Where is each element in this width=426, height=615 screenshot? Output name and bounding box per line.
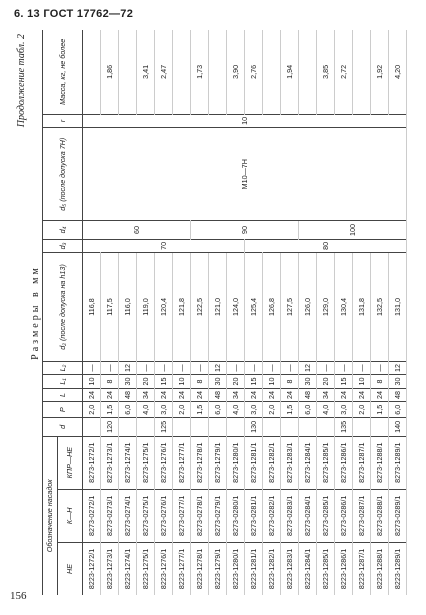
cell-kprne: 8273-1283/1 <box>281 436 299 489</box>
cell-l1: 10 <box>263 375 281 388</box>
cell-d2: 124,0 <box>227 253 245 362</box>
cell-l: 48 <box>119 388 137 401</box>
col-header-kprne: КПР—НЕ <box>58 436 83 489</box>
cell-kprne: 8273-1289/1 <box>389 436 407 489</box>
cell-p: 6,0 <box>389 402 407 418</box>
col-header-d2: d₂ (после допуска на h13) <box>43 253 83 362</box>
cell-l2: — <box>227 361 245 374</box>
cell-kprne: 8273-1274/1 <box>119 436 137 489</box>
cell-d2: 125,4 <box>245 253 263 362</box>
cell-kn: 8273-0274/1 <box>119 489 137 542</box>
cell-kn: 8273-0285/1 <box>317 489 335 542</box>
cell-p: 4,0 <box>137 402 155 418</box>
cell-l: 24 <box>191 388 209 401</box>
cell-l1: 8 <box>101 375 119 388</box>
cell-d: 135 <box>335 418 353 436</box>
cell-mass: 2,47 <box>155 30 173 114</box>
cell-l2: — <box>83 361 101 374</box>
cell-l: 34 <box>317 388 335 401</box>
cell-mass <box>83 30 101 114</box>
cell-l1: 20 <box>227 375 245 388</box>
col-header-r: r <box>43 114 83 127</box>
cell-d <box>191 418 209 436</box>
cell-mass: 3,90 <box>227 30 245 114</box>
cell-kn: 8273-0283/1 <box>281 489 299 542</box>
cell-ne: 8223-1278/1 <box>191 542 209 595</box>
cell-l1: 15 <box>335 375 353 388</box>
cell-l1: 15 <box>245 375 263 388</box>
cell-l: 24 <box>245 388 263 401</box>
cell-l: 48 <box>389 388 407 401</box>
cell-d2: 121,0 <box>209 253 227 362</box>
cell-ne: 8223-1288/1 <box>371 542 389 595</box>
cell-l: 24 <box>101 388 119 401</box>
cell-l2: — <box>137 361 155 374</box>
col-header-d4: d₄ <box>43 221 83 239</box>
column-group-designation: Обозначение насадок <box>43 436 58 595</box>
cell-ne: 8223-1275/1 <box>137 542 155 595</box>
cell-l1: 8 <box>281 375 299 388</box>
cell-d2: 126,0 <box>299 253 317 362</box>
cell-d2: 121,8 <box>173 253 191 362</box>
cell-l2: — <box>101 361 119 374</box>
cell-d <box>227 418 245 436</box>
page-number: 156 <box>10 590 27 602</box>
cell-l: 24 <box>335 388 353 401</box>
cell-l: 34 <box>227 388 245 401</box>
cell-l: 24 <box>155 388 173 401</box>
cell-l1: 15 <box>155 375 173 388</box>
cell-kprne: 8273-1282/1 <box>263 436 281 489</box>
cell-r: 10 <box>83 114 407 127</box>
cell-d: 120 <box>101 418 119 436</box>
cell-d: 125 <box>155 418 173 436</box>
cell-kn: 8273-0279/1 <box>209 489 227 542</box>
cell-p: 2,0 <box>83 402 101 418</box>
cell-d <box>317 418 335 436</box>
cell-d <box>119 418 137 436</box>
cell-d2: 122,5 <box>191 253 209 362</box>
cell-ne: 8223-1289/1 <box>389 542 407 595</box>
cell-d <box>137 418 155 436</box>
cell-kn: 8273-0282/1 <box>263 489 281 542</box>
cell-kn: 8273-0289/1 <box>389 489 407 542</box>
cell-kprne: 8273-1288/1 <box>371 436 389 489</box>
cell-kprne: 8273-1273/1 <box>101 436 119 489</box>
cell-kprne: 8273-1285/1 <box>317 436 335 489</box>
cell-ne: 8223-1283/1 <box>281 542 299 595</box>
rotated-table-block <box>16 30 416 595</box>
col-header-ne: НЕ <box>58 542 83 595</box>
cell-kn: 8273-0273/1 <box>101 489 119 542</box>
cell-p: 6,0 <box>299 402 317 418</box>
cell-ne: 8223-1273/1 <box>101 542 119 595</box>
cell-d <box>83 418 101 436</box>
cell-mass: 2,76 <box>245 30 263 114</box>
cell-ne: 8223-1274/1 <box>119 542 137 595</box>
cell-p: 4,0 <box>227 402 245 418</box>
cell-l: 24 <box>83 388 101 401</box>
col-header-kn: К—Н <box>58 489 83 542</box>
cell-l2: 12 <box>299 361 317 374</box>
cell-mass: 1,94 <box>281 30 299 114</box>
cell-l: 24 <box>263 388 281 401</box>
cell-kprne: 8273-1286/1 <box>335 436 353 489</box>
cell-d2: 130,4 <box>335 253 353 362</box>
col-header-d5: d₅ (после допуска 7Н) <box>43 128 83 221</box>
col-header-l1: L₁ <box>43 375 83 388</box>
cell-d <box>299 418 317 436</box>
cell-l2: — <box>191 361 209 374</box>
cell-l1: 8 <box>191 375 209 388</box>
cell-p: 2,0 <box>353 402 371 418</box>
cell-p: 6,0 <box>209 402 227 418</box>
cell-p: 3,0 <box>155 402 173 418</box>
cell-ne: 8223-1277/1 <box>173 542 191 595</box>
cell-d <box>173 418 191 436</box>
cell-d2: 126,8 <box>263 253 281 362</box>
cell-d2: 117,5 <box>101 253 119 362</box>
cell-p: 1,5 <box>371 402 389 418</box>
cell-p: 1,5 <box>281 402 299 418</box>
cell-mass: 2,72 <box>335 30 353 114</box>
cell-d2: 132,5 <box>371 253 389 362</box>
cell-kn: 8273-0276/1 <box>155 489 173 542</box>
cell-kn: 8273-0287/1 <box>353 489 371 542</box>
cell-d <box>371 418 389 436</box>
cell-d <box>353 418 371 436</box>
cell-mass: 1,73 <box>191 30 209 114</box>
cell-d <box>281 418 299 436</box>
cell-kprne: 8273-1287/1 <box>353 436 371 489</box>
cell-kprne: 8273-1280/1 <box>227 436 245 489</box>
cell-kprne: 8273-1275/1 <box>137 436 155 489</box>
cell-mass: 1,86 <box>101 30 119 114</box>
cell-kprne: 8273-1284/1 <box>299 436 317 489</box>
cell-mass: 3,85 <box>317 30 335 114</box>
cell-mass: 4,20 <box>389 30 407 114</box>
cell-kprne: 8273-1281/1 <box>245 436 263 489</box>
cell-ne: 8223-1284/1 <box>299 542 317 595</box>
cell-l1: 20 <box>317 375 335 388</box>
cell-l2: 12 <box>389 361 407 374</box>
cell-d4: 90 <box>191 221 299 239</box>
cell-kn: 8273-0286/1 <box>335 489 353 542</box>
cell-kprne: 8273-1278/1 <box>191 436 209 489</box>
cell-ne: 8223-1285/1 <box>317 542 335 595</box>
cell-mass <box>173 30 191 114</box>
cell-l: 24 <box>173 388 191 401</box>
cell-l1: 10 <box>353 375 371 388</box>
cell-kprne: 8273-1276/1 <box>155 436 173 489</box>
cell-l1: 10 <box>173 375 191 388</box>
cell-l2: 12 <box>119 361 137 374</box>
cell-kn: 8273-0277/1 <box>173 489 191 542</box>
cell-l1: 8 <box>371 375 389 388</box>
cell-mass <box>209 30 227 114</box>
cell-l2: — <box>317 361 335 374</box>
cell-p: 4,0 <box>317 402 335 418</box>
col-header-p: P <box>43 402 83 418</box>
page-header: 6. 13 ГОСТ 17762—72 <box>14 8 134 20</box>
cell-d3: 80 <box>245 239 407 252</box>
cell-l: 48 <box>209 388 227 401</box>
table-row <box>83 30 101 595</box>
cell-ne: 8223-1280/1 <box>227 542 245 595</box>
table-continuation-label: Продолжение табл. 2 <box>16 34 27 128</box>
cell-ne: 8223-1276/1 <box>155 542 173 595</box>
cell-l: 24 <box>353 388 371 401</box>
cell-l: 34 <box>137 388 155 401</box>
cell-d5: M10—7H <box>83 128 407 221</box>
cell-mass <box>119 30 137 114</box>
cell-l: 24 <box>281 388 299 401</box>
col-header-d3: d₃ <box>43 239 83 252</box>
cell-mass: 1,92 <box>371 30 389 114</box>
col-header-mass: Масса, кг, не более <box>43 30 83 114</box>
cell-mass <box>263 30 281 114</box>
cell-p: 6,0 <box>119 402 137 418</box>
cell-l: 24 <box>371 388 389 401</box>
cell-p: 2,0 <box>263 402 281 418</box>
cell-l2: — <box>353 361 371 374</box>
col-header-l2: L₂ <box>43 361 83 374</box>
cell-d2: 116,0 <box>119 253 137 362</box>
cell-l1: 10 <box>83 375 101 388</box>
cell-l1: 30 <box>299 375 317 388</box>
cell-d3: 70 <box>83 239 245 252</box>
cell-l2: — <box>263 361 281 374</box>
cell-d: 140 <box>389 418 407 436</box>
cell-l2: 12 <box>209 361 227 374</box>
cell-ne: 8223-1279/1 <box>209 542 227 595</box>
cell-p: 2,0 <box>173 402 191 418</box>
cell-d <box>209 418 227 436</box>
cell-kn: 8273-0272/1 <box>83 489 101 542</box>
cell-kn: 8273-0284/1 <box>299 489 317 542</box>
cell-kn: 8273-0275/1 <box>137 489 155 542</box>
cell-p: 1,5 <box>101 402 119 418</box>
table-title: Размеры в мм <box>30 265 41 360</box>
cell-l2: — <box>245 361 263 374</box>
cell-d: 130 <box>245 418 263 436</box>
cell-mass: 3,41 <box>137 30 155 114</box>
cell-kn: 8273-0278/1 <box>191 489 209 542</box>
cell-d <box>263 418 281 436</box>
cell-ne: 8223-1272/1 <box>83 542 101 595</box>
cell-l1: 30 <box>209 375 227 388</box>
cell-ne: 8223-1281/1 <box>245 542 263 595</box>
cell-ne: 8223-1287/1 <box>353 542 371 595</box>
cell-l1: 30 <box>119 375 137 388</box>
col-header-d: d <box>43 418 83 436</box>
cell-ne: 8223-1282/1 <box>263 542 281 595</box>
cell-d2: 131,0 <box>389 253 407 362</box>
cell-l2: — <box>281 361 299 374</box>
cell-d2: 120,4 <box>155 253 173 362</box>
cell-p: 3,0 <box>245 402 263 418</box>
cell-d4: 100 <box>299 221 407 239</box>
cell-l1: 30 <box>389 375 407 388</box>
cell-d2: 116,8 <box>83 253 101 362</box>
cell-kn: 8273-0281/1 <box>245 489 263 542</box>
cell-d2: 127,5 <box>281 253 299 362</box>
cell-l1: 20 <box>137 375 155 388</box>
cell-kn: 8273-0280/1 <box>227 489 245 542</box>
cell-ne: 8223-1286/1 <box>335 542 353 595</box>
cell-p: 3,0 <box>335 402 353 418</box>
cell-l2: — <box>371 361 389 374</box>
dimensions-table <box>42 30 407 595</box>
cell-p: 1,5 <box>191 402 209 418</box>
cell-kn: 8273-0288/1 <box>371 489 389 542</box>
cell-d2: 131,8 <box>353 253 371 362</box>
cell-mass <box>353 30 371 114</box>
cell-l: 48 <box>299 388 317 401</box>
table-caption <box>16 30 30 595</box>
col-header-l: L <box>43 388 83 401</box>
cell-d2: 119,0 <box>137 253 155 362</box>
cell-l2: — <box>335 361 353 374</box>
cell-l2: — <box>155 361 173 374</box>
cell-kprne: 8273-1279/1 <box>209 436 227 489</box>
cell-kprne: 8273-1272/1 <box>83 436 101 489</box>
cell-d4: 60 <box>83 221 191 239</box>
cell-d2: 129,0 <box>317 253 335 362</box>
cell-l2: — <box>173 361 191 374</box>
cell-kprne: 8273-1277/1 <box>173 436 191 489</box>
cell-mass <box>299 30 317 114</box>
